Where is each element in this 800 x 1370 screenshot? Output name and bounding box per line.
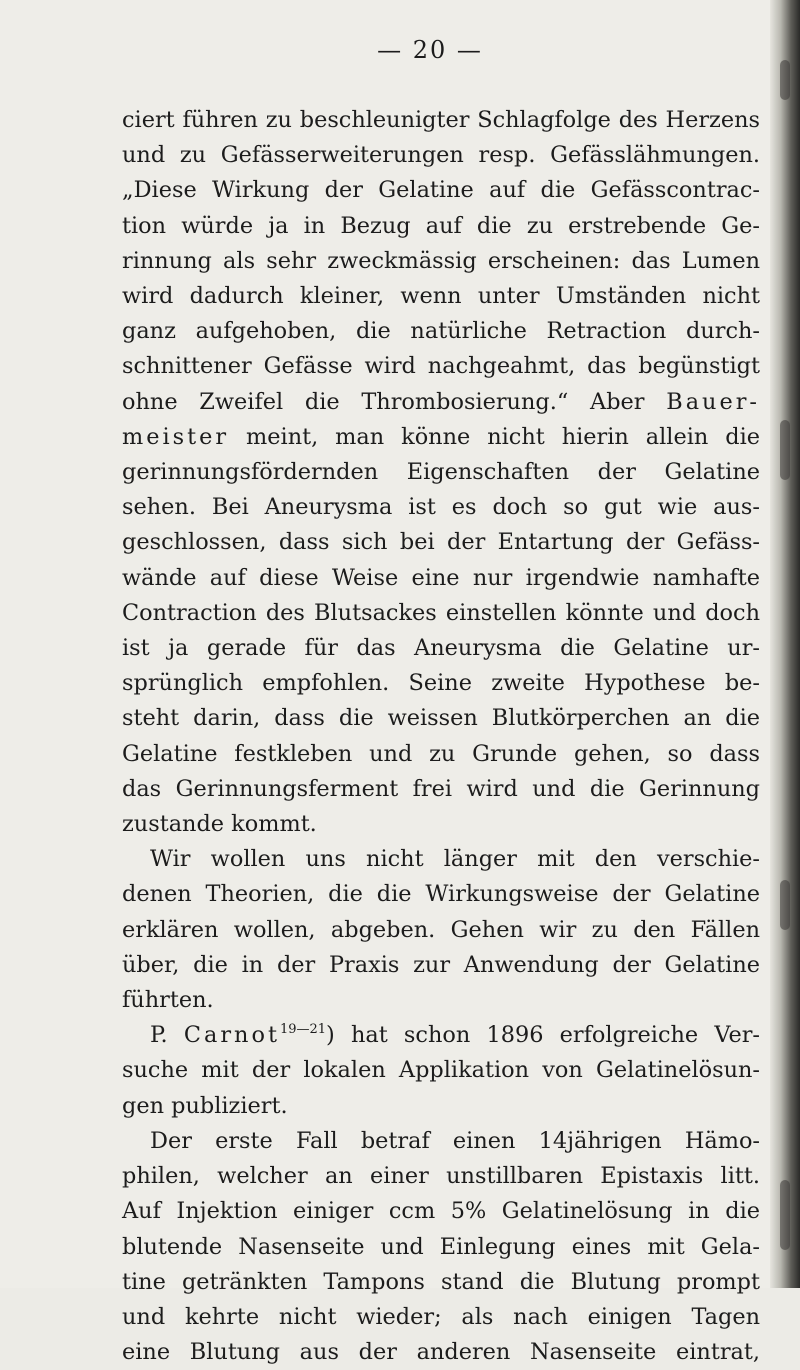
edge-spot bbox=[780, 420, 790, 480]
text-line: denen Theorien, die die Wirkungsweise der Gelatine bbox=[122, 881, 760, 908]
text-line: Der erste Fall betraf einen 14jährigen Hämo- bbox=[150, 1127, 760, 1154]
text-line: philen, welcher an einer unstillbaren Epistaxis litt. bbox=[122, 1163, 760, 1190]
text-line: geschlossen, dass sich bei der Entartung der Gefäss- bbox=[122, 529, 760, 556]
text-segment: meint, man könne nicht hierin allein die bbox=[246, 423, 760, 450]
text-line bbox=[122, 1194, 760, 1229]
text-line: führten. bbox=[122, 987, 214, 1014]
edge-spot bbox=[780, 60, 790, 100]
author-name: meister bbox=[122, 423, 230, 450]
author-name: Bauer- bbox=[666, 388, 760, 415]
edge-spot bbox=[780, 880, 790, 930]
text-line: und kehrte nicht wieder; als nach einigen Tagen bbox=[122, 1303, 760, 1330]
text-line bbox=[122, 385, 760, 420]
text-line bbox=[122, 1018, 760, 1053]
text-segment: Auf Injektion einiger ccm 5% bbox=[122, 1198, 487, 1225]
text-line: suche mit der lokalen Applikation von Gelatinelösun- bbox=[122, 1057, 760, 1084]
text-line: das Gerinnungsferment frei wird und die Gerinnung bbox=[122, 775, 760, 802]
text-line: schnittener Gefässe wird nachgeahmt, das begünstigt bbox=[122, 353, 760, 380]
text-line: ciert führen zu beschleunigter Schlagfolge des Herzens bbox=[122, 107, 760, 133]
text-line: tine getränkten Tampons stand die Blutung prompt bbox=[122, 1268, 760, 1295]
text-line: Contraction des Blutsackes einstellen könnte und doch bbox=[122, 599, 760, 626]
text-line: und zu Gefässerweiterungen resp. Gefässlähmungen. bbox=[122, 142, 760, 169]
page-edge-shadow bbox=[770, 0, 800, 1288]
text-line: gen publiziert. bbox=[122, 1092, 288, 1119]
text-line: zustande kommt. bbox=[122, 811, 317, 838]
text-segment: P. bbox=[150, 1022, 168, 1049]
page-number: — 20 — bbox=[377, 36, 483, 64]
text-line: sehen. Bei Aneurysma ist es doch so gut wie aus- bbox=[122, 494, 760, 521]
text-line: „Diese Wirkung der Gelatine auf die Gefässcontrac- bbox=[122, 177, 760, 204]
text-line: gerinnungsfördernden Eigenschaften der Gelatine bbox=[122, 459, 760, 486]
edge-spot bbox=[780, 1180, 790, 1250]
text-line: wird dadurch kleiner, wenn unter Umständen nicht bbox=[122, 283, 760, 310]
text-line: ganz aufgehoben, die natürliche Retraction durch- bbox=[122, 318, 760, 345]
text-line: rinnung als sehr zweckmässig erscheinen: das Lumen bbox=[122, 247, 760, 274]
text-line: wände auf diese Weise eine nur irgendwie namhafte bbox=[122, 564, 760, 591]
text-line: blutende Nasenseite und Einlegung eines mit Gela- bbox=[122, 1233, 760, 1260]
text-line: erklären wollen, abgeben. Gehen wir zu den Fällen bbox=[122, 916, 760, 943]
body-text bbox=[122, 103, 760, 1370]
author-name: Carnot bbox=[183, 1022, 280, 1049]
text-line: über, die in der Praxis zur Anwendung der Gelatine bbox=[122, 951, 760, 978]
text-line: steht darin, dass die weissen Blutkörperchen an die bbox=[122, 705, 760, 732]
citation-reference: 19—21 bbox=[279, 1022, 327, 1038]
text-line bbox=[122, 420, 760, 455]
text-segment: ) hat schon 1896 erfolgreiche Ver- bbox=[326, 1022, 760, 1049]
text-line: Gelatine festkleben und zu Grunde gehen, so dass bbox=[122, 740, 760, 767]
text-line: eine Blutung aus der anderen Nasenseite eintrat, bbox=[122, 1339, 760, 1366]
text-line: tion würde ja in Bezug auf die zu erstrebende Ge- bbox=[122, 212, 760, 239]
text-line: Wir wollen uns nicht länger mit den verschie- bbox=[150, 846, 760, 873]
text-segment: ohne Zweifel die Thrombosierung.“ Aber bbox=[122, 388, 645, 415]
text-line: ist ja gerade für das Aneurysma die Gelatine ur- bbox=[122, 635, 760, 662]
text-line: sprünglich empfohlen. Seine zweite Hypothese be- bbox=[122, 670, 760, 697]
text-segment: Gelatinelösung in die bbox=[501, 1198, 760, 1225]
